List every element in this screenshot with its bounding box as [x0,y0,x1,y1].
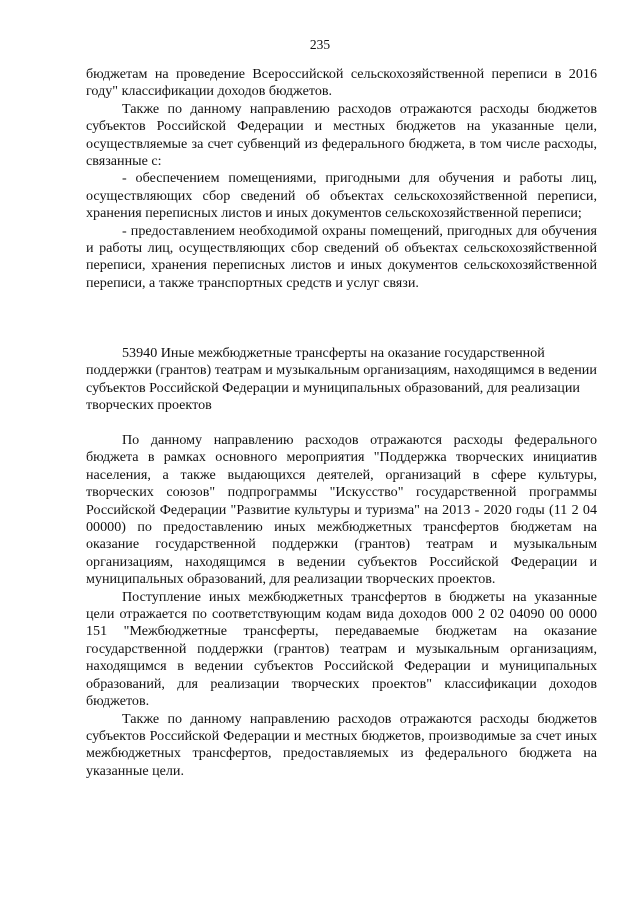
paragraph: бюджетам на проведение Всероссийской сельскохозяйственной переписи в 2016 году" классификации доходов бюджетов. [86,66,597,100]
paragraph: - обеспечением помещениями, пригодными для обучения и работы лиц, осуществляющих сбор сведений об объектах сельскохозяйственной переписи, хранения переписных листов и иных документов сельскохозяйственной переписи; [86,170,597,222]
section-theatre-grants-text [86,432,597,780]
section-heading [86,345,597,415]
paragraph: Также по данному направлению расходов отражаются расходы бюджетов субъектов Российской Федерации и местных бюджетов на указанные цели, осуществляемые за счет субвенций из федерального бюджета, в том числе расходы, связанные с: [86,100,597,170]
paragraph: - предоставлением необходимой охраны помещений, пригодных для обучения и работы лиц, осуществляющих сбор сведений об объектах сельскохозяйственной переписи, хранения переписных листов и иных документов сельскохозяйственной переписи, а также транспортных средств и услуг связи. [86,222,597,291]
paragraph: Поступление иных межбюджетных трансфертов в бюджеты на указанные цели отражается по соответствующим кодам вида доходов 000 2 02 04090 00 0000 151 "Межбюджетные трансферты, передаваемые бюджетам на оказание государственной поддержки (грантов) театрам и музыкальным организациям, находящимся в ведении субъектов Российской Федерации и муниципальных образований, для реализации творческих проектов" классификации доходов бюджетов. [86,588,597,710]
page-number: 235 [309,37,331,52]
heading-text: 53940 Иные межбюджетные трансферты на оказание государственной поддержки (грантов) театрам и музыкальным организациям, находящимся в ведении субъектов Российской Федерации и муниципальных образований, для реализации творческих проектов [86,345,597,414]
section-census-text [86,66,597,292]
paragraph: Также по данному направлению расходов отражаются расходы бюджетов субъектов Российской Федерации и местных бюджетов, производимые за счет иных межбюджетных трансфертов, предоставляемых из федерального бюджета на указанные цели. [86,710,597,779]
paragraph: По данному направлению расходов отражаются расходы федерального бюджета в рамках основного мероприятия "Поддержка творческих инициатив населения, а также выдающихся деятелей, организаций в сфере культуры, творческих союзов" подпрограммы "Искусство" государственной программы Российской Федерации "Развитие культуры и туризма" на 2013 - 2020 годы (11 2 04 00000) по предоставлению иных межбюджетных трансфертов бюджетам на оказание государственной поддержки (грантов) театрам и музыкальным организациям, находящимся в ведении субъектов Российской Федерации и муниципальных образований, для реализации творческих проектов. [86,432,597,588]
